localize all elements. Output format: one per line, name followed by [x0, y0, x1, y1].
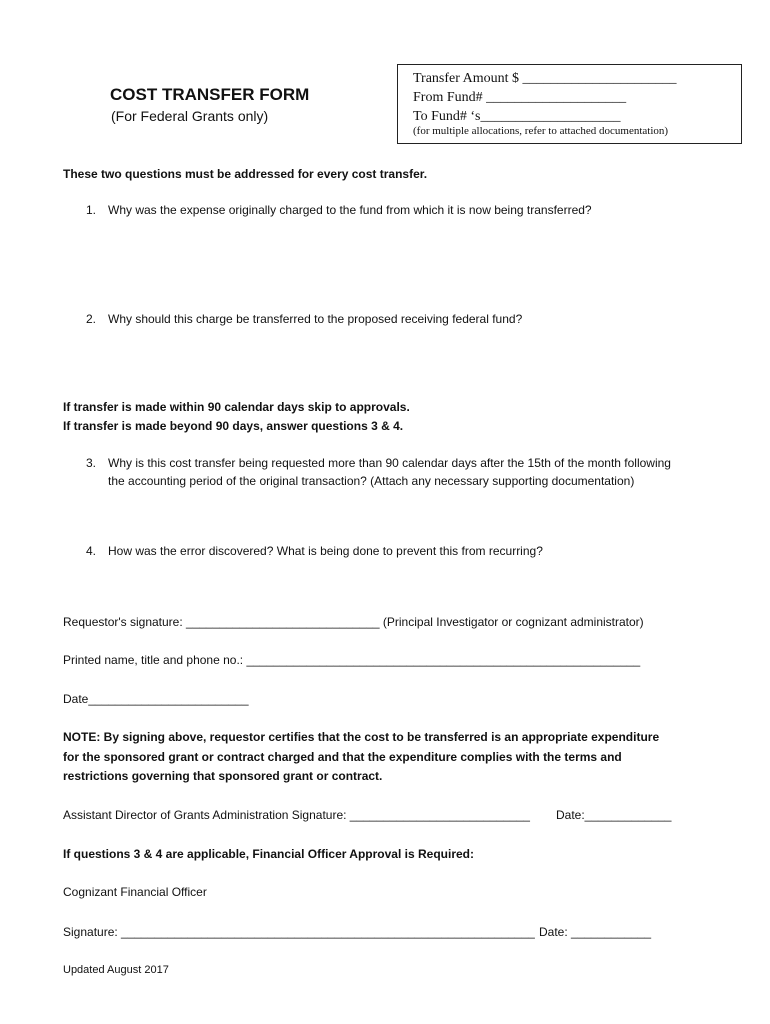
from-fund-line: From Fund# ____________________ [413, 90, 627, 105]
financial-officer-date-line[interactable]: Date: ____________ [539, 925, 652, 939]
printed-name-line[interactable]: Printed name, title and phone no.: ___________________________________________________________ [63, 653, 641, 667]
question-number: 4. [86, 544, 97, 558]
note-line-1: NOTE: By signing above, requestor certifies that the cost to be transferred is an appropriate expenditure [63, 730, 660, 744]
question-text: Why should this charge be transferred to the proposed receiving federal fund? [108, 312, 523, 326]
transfer-amount-line: Transfer Amount $ ______________________ [413, 71, 677, 86]
note-line-2: for the sponsored grant or contract charged and that the expenditure complies with the terms and [63, 750, 622, 764]
question-3-continued: the accounting period of the original transaction? (Attach any necessary supporting documentation) [108, 474, 635, 488]
rule-beyond-90-days: If transfer is made beyond 90 days, answer questions 3 & 4. [63, 419, 404, 433]
rule-within-90-days: If transfer is made within 90 calendar days skip to approvals. [63, 400, 410, 414]
updated-footer: Updated August 2017 [63, 964, 169, 976]
multiple-allocations-note: (for multiple allocations, refer to attached documentation) [413, 125, 669, 137]
question-4 [86, 544, 543, 558]
question-1 [86, 203, 592, 217]
transfer-details-box [397, 64, 742, 144]
form-subtitle: (For Federal Grants only) [111, 108, 269, 124]
question-3 [86, 456, 671, 470]
form-title: COST TRANSFER FORM [110, 85, 310, 104]
assistant-director-date-line[interactable]: Date:_____________ [556, 808, 672, 822]
question-2 [86, 312, 522, 326]
assistant-director-signature-line[interactable]: Assistant Director of Grants Administration Signature: ___________________________ [63, 808, 530, 822]
question-number: 1. [86, 203, 97, 217]
intro-text: These two questions must be addressed for every cost transfer. [63, 167, 428, 181]
to-fund-line: To Fund# ‘s____________________ [413, 109, 621, 124]
question-text: How was the error discovered? What is being done to prevent this from recurring? [108, 544, 543, 558]
financial-officer-heading: If questions 3 & 4 are applicable, Financial Officer Approval is Required: [63, 847, 474, 861]
question-text: Why was the expense originally charged to the fund from which it is now being transferred? [108, 203, 592, 217]
note-line-3: restrictions governing that sponsored grant or contract. [63, 769, 383, 783]
date-line[interactable]: Date________________________ [63, 692, 249, 706]
question-number: 2. [86, 312, 97, 326]
question-number: 3. [86, 456, 97, 470]
financial-officer-signature-line[interactable]: Signature: ______________________________________________________________ [63, 925, 535, 939]
requestor-signature-line[interactable]: Requestor's signature: _____________________________ (Principal Investigator or cognizant administrator) [63, 615, 644, 629]
question-text: Why is this cost transfer being requested more than 90 calendar days after the 15th of the month following [108, 456, 671, 470]
financial-officer-label: Cognizant Financial Officer [63, 885, 207, 899]
